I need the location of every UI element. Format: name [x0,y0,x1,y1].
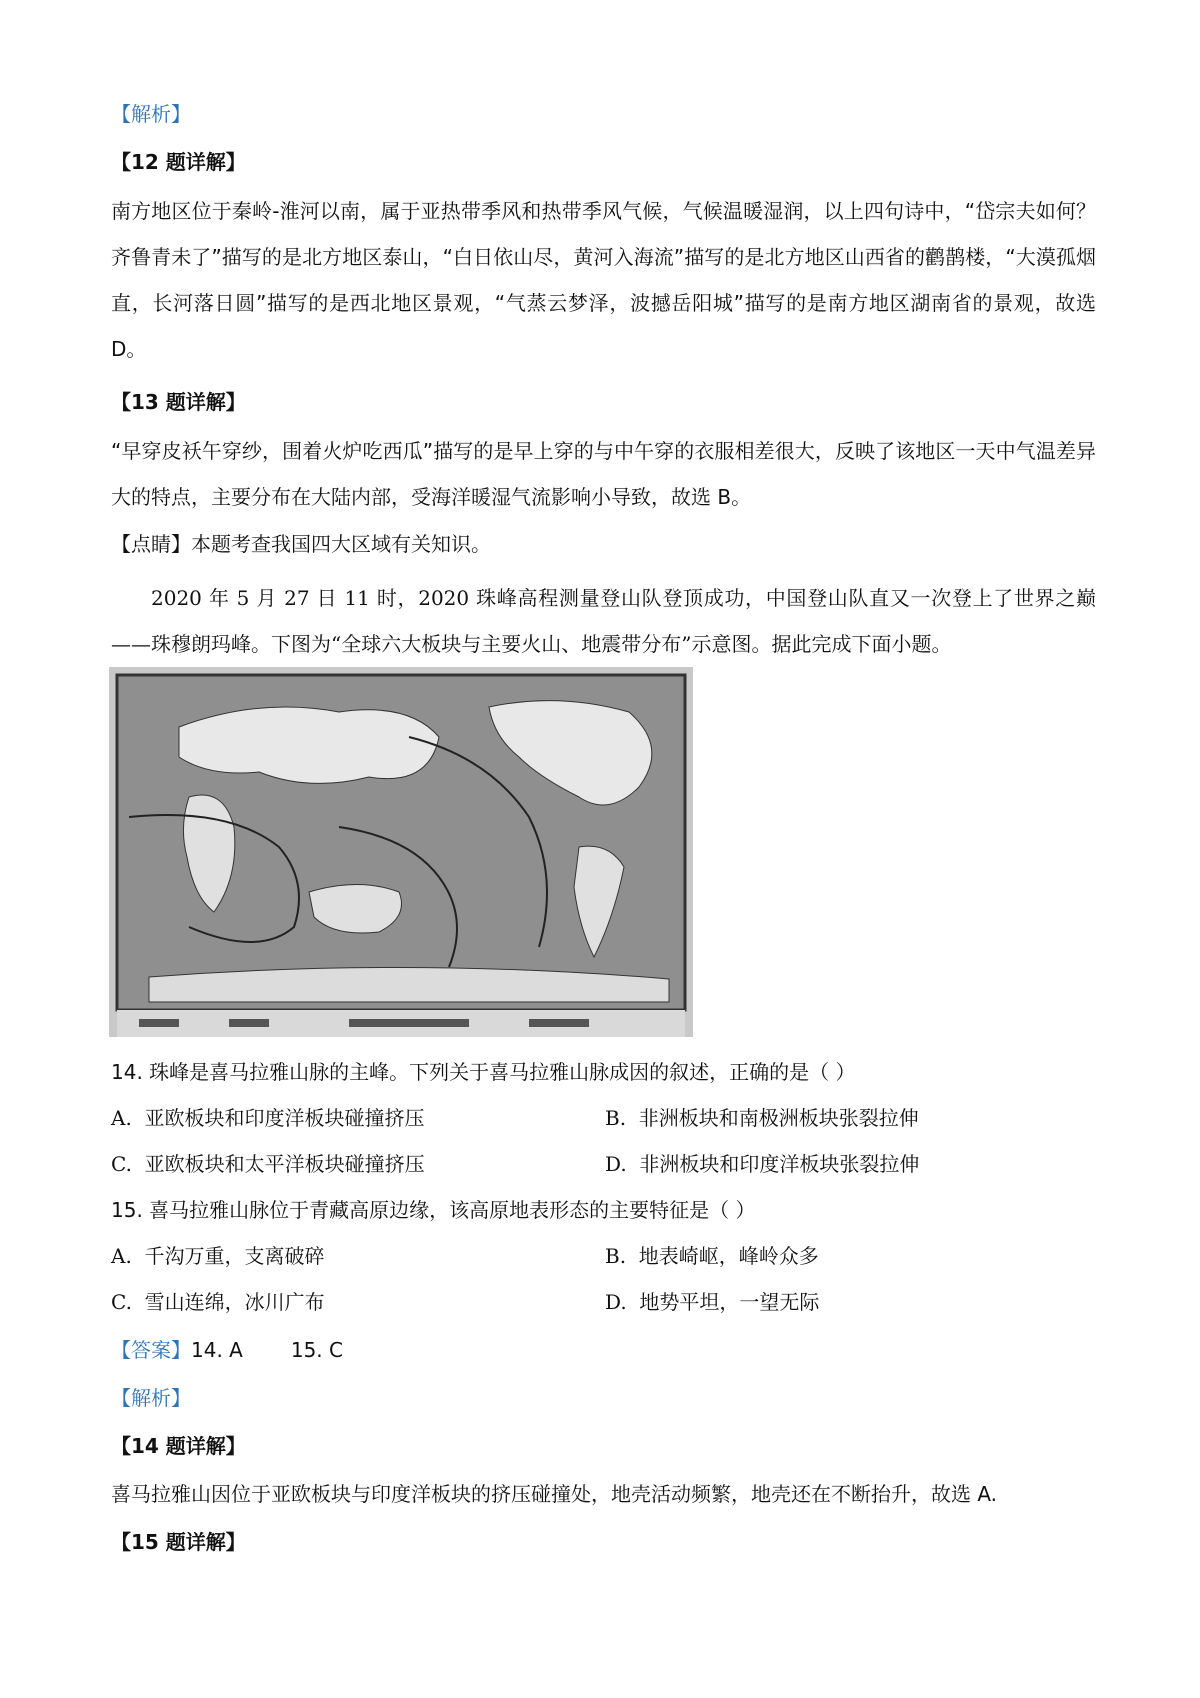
option-text: 千沟万重，支离破碎 [144,1244,325,1268]
intro-paragraph: 2020 年 5 月 27 日 11 时，2020 珠峰高程测量登山队登顶成功，中国登山队直又一次登上了世界之巅——珠穆朗玛峰。下图为“全球六大板块与主要火山、地震带分布”示意图。据此完成下面小题。 [111,586,1096,656]
q14-stem: 14. 珠峰是喜马拉雅山脉的主峰。下列关于喜马拉雅山脉成因的叙述，正确的是（ ） [111,1060,856,1084]
answer-14: 14. A [191,1338,243,1362]
q15-header: 【15 题详解】 [111,1530,246,1554]
option-label: B. [605,1244,627,1268]
point-text: 本题考查我国四大区域有关知识。 [191,532,491,556]
option-label: A. [111,1106,132,1130]
option-text: 亚欧板块和印度洋板块碰撞挤压 [144,1106,425,1130]
q15-option-d [605,1288,819,1316]
q14-header: 【14 题详解】 [111,1434,246,1458]
q13-explanation: “早穿皮袄午穿纱，围着火炉吃西瓜”描写的是早上穿的与中午穿的衣服相差很大，反映了该地区一天中气温差异大的特点，主要分布在大陆内部，受海洋暖湿气流影响小导致，故选 B。 [111,439,1096,509]
analysis-tag: 【解析】 [111,102,191,126]
option-text: 非洲板块和南极洲板块张裂拉伸 [638,1106,919,1130]
option-label: D. [605,1290,627,1314]
option-label: A. [111,1244,132,1268]
option-text: 雪山连绵，冰川广布 [144,1290,325,1314]
analysis-tag: 【解析】 [111,1386,191,1410]
q14-option-a [111,1104,425,1132]
option-text: 非洲板块和印度洋板块张裂拉伸 [639,1152,920,1176]
plate-map-figure [109,667,693,1037]
q13-header: 【13 题详解】 [111,390,246,414]
option-label: D. [605,1152,627,1176]
option-label: C. [111,1152,132,1176]
option-text: 亚欧板块和太平洋板块碰撞挤压 [144,1152,425,1176]
answer-15: 15. C [290,1338,343,1362]
q15-option-a [111,1242,325,1270]
answer-line [111,1336,343,1364]
q15-option-c [111,1288,325,1316]
option-label: B. [605,1106,627,1130]
q12-header: 【12 题详解】 [111,150,246,174]
q14-option-d [605,1150,919,1178]
point-line [111,530,491,558]
option-text: 地势平坦，一望无际 [639,1290,820,1314]
q14-option-b [605,1104,919,1132]
q15-option-b [605,1242,819,1270]
q12-explanation: 南方地区位于秦岭-淮河以南，属于亚热带季风和热带季风气候，气候温暖湿润，以上四句诗中，“岱宗夫如何？齐鲁青未了”描写的是北方地区泰山，“白日依山尽，黄河入海流”描写的是北方地区山西省的鹳鹊楼，“大漠孤烟直，长河落日圆”描写的是西北地区景观，“气蒸云梦泽，波撼岳阳城”描写的是南方地区湖南省的景观，故选 D。 [111,199,1096,361]
option-text: 地表崎岖，峰岭众多 [638,1244,819,1268]
q14-option-c [111,1150,425,1178]
point-tag: 【点睛】 [111,532,191,556]
answer-tag: 【答案】 [111,1338,191,1362]
q14-explanation: 喜马拉雅山因位于亚欧板块与印度洋板块的挤压碰撞处，地壳活动频繁，地壳还在不断抬升，故选 A. [111,1482,998,1506]
q15-stem: 15. 喜马拉雅山脉位于青藏高原边缘，该高原地表形态的主要特征是（ ） [111,1198,756,1222]
option-label: C. [111,1290,132,1314]
